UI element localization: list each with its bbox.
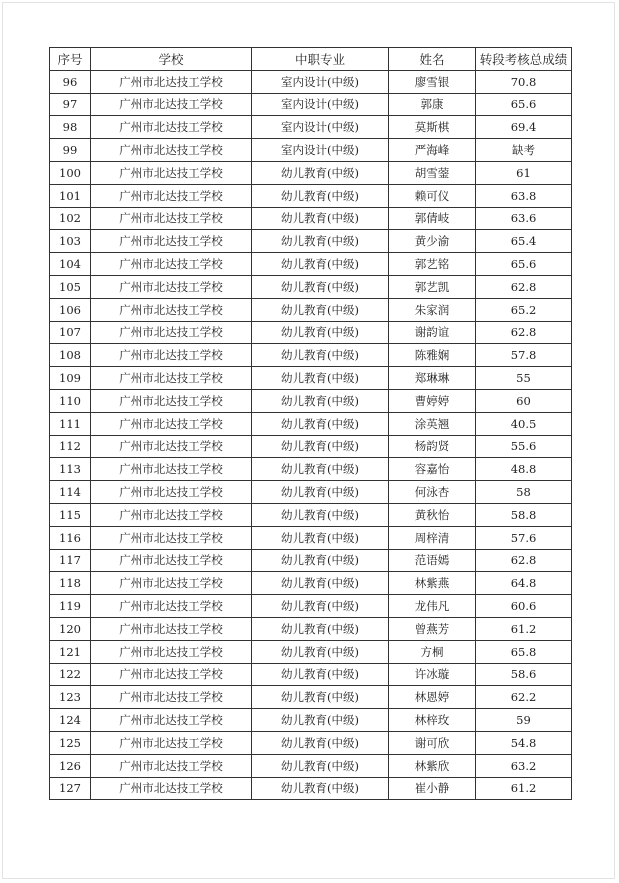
cell-name: 郭艺凯 (389, 275, 476, 298)
cell-total-score: 61 (476, 161, 572, 184)
cell-name: 郑琳琳 (389, 367, 476, 390)
cell-serial-no: 111 (50, 412, 91, 435)
table-row (50, 686, 572, 709)
cell-school: 广州市北达技工学校 (91, 731, 252, 754)
cell-total-score: 58.8 (476, 503, 572, 526)
cell-school: 广州市北达技工学校 (91, 275, 252, 298)
cell-serial-no: 127 (50, 777, 91, 800)
cell-serial-no: 114 (50, 481, 91, 504)
cell-total-score: 55 (476, 367, 572, 390)
table-row (50, 503, 572, 526)
cell-major: 室内设计(中级) (252, 116, 389, 139)
cell-school: 广州市北达技工学校 (91, 389, 252, 412)
header-serial-no: 序号 (50, 48, 91, 71)
table-row (50, 481, 572, 504)
cell-major: 幼儿教育(中级) (252, 709, 389, 732)
cell-name: 胡雪蓥 (389, 161, 476, 184)
cell-serial-no: 116 (50, 526, 91, 549)
cell-serial-no: 112 (50, 435, 91, 458)
table-row (50, 389, 572, 412)
table-row (50, 230, 572, 253)
cell-serial-no: 122 (50, 663, 91, 686)
cell-school: 广州市北达技工学校 (91, 777, 252, 800)
cell-major: 幼儿教育(中级) (252, 253, 389, 276)
cell-major: 幼儿教育(中级) (252, 458, 389, 481)
cell-total-score: 65.4 (476, 230, 572, 253)
cell-school: 广州市北达技工学校 (91, 503, 252, 526)
cell-major: 幼儿教育(中级) (252, 412, 389, 435)
cell-total-score: 63.8 (476, 184, 572, 207)
cell-school: 广州市北达技工学校 (91, 93, 252, 116)
cell-major: 幼儿教育(中级) (252, 731, 389, 754)
cell-school: 广州市北达技工学校 (91, 253, 252, 276)
cell-name: 陈雅娴 (389, 344, 476, 367)
cell-name: 崔小静 (389, 777, 476, 800)
cell-school: 广州市北达技工学校 (91, 116, 252, 139)
cell-school: 广州市北达技工学校 (91, 754, 252, 777)
cell-serial-no: 100 (50, 161, 91, 184)
cell-name: 谢韵谊 (389, 321, 476, 344)
cell-serial-no: 99 (50, 139, 91, 162)
cell-serial-no: 110 (50, 389, 91, 412)
table-row (50, 663, 572, 686)
cell-school: 广州市北达技工学校 (91, 207, 252, 230)
cell-name: 林恩婷 (389, 686, 476, 709)
cell-school: 广州市北达技工学校 (91, 435, 252, 458)
cell-serial-no: 126 (50, 754, 91, 777)
cell-major: 幼儿教育(中级) (252, 321, 389, 344)
cell-total-score: 40.5 (476, 412, 572, 435)
score-table (49, 47, 572, 800)
table-row (50, 458, 572, 481)
cell-total-score: 55.6 (476, 435, 572, 458)
table-header-row (50, 48, 572, 71)
cell-serial-no: 97 (50, 93, 91, 116)
cell-total-score: 48.8 (476, 458, 572, 481)
cell-total-score: 54.8 (476, 731, 572, 754)
cell-serial-no: 101 (50, 184, 91, 207)
cell-total-score: 64.8 (476, 572, 572, 595)
cell-name: 莫斯棋 (389, 116, 476, 139)
cell-major: 幼儿教育(中级) (252, 526, 389, 549)
cell-name: 廖雪银 (389, 70, 476, 93)
cell-total-score: 65.8 (476, 640, 572, 663)
cell-total-score: 60 (476, 389, 572, 412)
cell-school: 广州市北达技工学校 (91, 458, 252, 481)
header-total-score: 转段考核总成绩 (476, 48, 572, 71)
cell-name: 林紫燕 (389, 572, 476, 595)
cell-major: 幼儿教育(中级) (252, 754, 389, 777)
table-row (50, 161, 572, 184)
cell-major: 幼儿教育(中级) (252, 275, 389, 298)
cell-school: 广州市北达技工学校 (91, 481, 252, 504)
cell-serial-no: 104 (50, 253, 91, 276)
cell-serial-no: 96 (50, 70, 91, 93)
cell-serial-no: 123 (50, 686, 91, 709)
cell-major: 幼儿教育(中级) (252, 549, 389, 572)
cell-serial-no: 121 (50, 640, 91, 663)
table-row (50, 435, 572, 458)
table-row (50, 549, 572, 572)
cell-major: 幼儿教育(中级) (252, 367, 389, 390)
cell-name: 周梓清 (389, 526, 476, 549)
table-row (50, 595, 572, 618)
table-row (50, 116, 572, 139)
table-row (50, 367, 572, 390)
header-major: 中职专业 (252, 48, 389, 71)
cell-name: 容嘉怡 (389, 458, 476, 481)
cell-major: 室内设计(中级) (252, 139, 389, 162)
cell-major: 幼儿教育(中级) (252, 595, 389, 618)
cell-name: 范语嫣 (389, 549, 476, 572)
table-body (50, 70, 572, 800)
table-row (50, 139, 572, 162)
cell-major: 室内设计(中级) (252, 70, 389, 93)
cell-major: 幼儿教育(中级) (252, 640, 389, 663)
table-row (50, 709, 572, 732)
table-row (50, 253, 572, 276)
cell-total-score: 65.2 (476, 298, 572, 321)
cell-serial-no: 103 (50, 230, 91, 253)
cell-total-score: 61.2 (476, 777, 572, 800)
cell-name: 郭倩岐 (389, 207, 476, 230)
cell-school: 广州市北达技工学校 (91, 139, 252, 162)
cell-major: 幼儿教育(中级) (252, 503, 389, 526)
cell-name: 黄秋怡 (389, 503, 476, 526)
cell-major: 幼儿教育(中级) (252, 617, 389, 640)
table-row (50, 207, 572, 230)
table-row (50, 731, 572, 754)
cell-name: 林梓玫 (389, 709, 476, 732)
cell-major: 幼儿教育(中级) (252, 389, 389, 412)
cell-major: 幼儿教育(中级) (252, 161, 389, 184)
cell-school: 广州市北达技工学校 (91, 367, 252, 390)
cell-major: 幼儿教育(中级) (252, 435, 389, 458)
cell-school: 广州市北达技工学校 (91, 640, 252, 663)
cell-total-score: 57.6 (476, 526, 572, 549)
cell-school: 广州市北达技工学校 (91, 572, 252, 595)
cell-school: 广州市北达技工学校 (91, 663, 252, 686)
table-row (50, 184, 572, 207)
cell-school: 广州市北达技工学校 (91, 617, 252, 640)
cell-major: 幼儿教育(中级) (252, 777, 389, 800)
cell-total-score: 59 (476, 709, 572, 732)
cell-total-score: 58.6 (476, 663, 572, 686)
cell-name: 何泳杏 (389, 481, 476, 504)
table-row (50, 275, 572, 298)
cell-total-score: 62.8 (476, 275, 572, 298)
cell-school: 广州市北达技工学校 (91, 526, 252, 549)
cell-school: 广州市北达技工学校 (91, 344, 252, 367)
cell-school: 广州市北达技工学校 (91, 412, 252, 435)
cell-total-score: 缺考 (476, 139, 572, 162)
cell-name: 郭艺铭 (389, 253, 476, 276)
table-row (50, 321, 572, 344)
cell-total-score: 65.6 (476, 93, 572, 116)
cell-name: 杨韵贤 (389, 435, 476, 458)
cell-name: 谢可欣 (389, 731, 476, 754)
cell-name: 严海峰 (389, 139, 476, 162)
cell-total-score: 62.2 (476, 686, 572, 709)
header-name: 姓名 (389, 48, 476, 71)
cell-serial-no: 119 (50, 595, 91, 618)
cell-name: 许冰璇 (389, 663, 476, 686)
cell-school: 广州市北达技工学校 (91, 230, 252, 253)
table-row (50, 754, 572, 777)
cell-total-score: 69.4 (476, 116, 572, 139)
cell-serial-no: 102 (50, 207, 91, 230)
cell-total-score: 63.2 (476, 754, 572, 777)
cell-serial-no: 117 (50, 549, 91, 572)
table-row (50, 640, 572, 663)
cell-school: 广州市北达技工学校 (91, 184, 252, 207)
cell-serial-no: 113 (50, 458, 91, 481)
table-row (50, 93, 572, 116)
cell-total-score: 63.6 (476, 207, 572, 230)
cell-serial-no: 98 (50, 116, 91, 139)
cell-total-score: 65.6 (476, 253, 572, 276)
cell-total-score: 62.8 (476, 321, 572, 344)
table-row (50, 70, 572, 93)
cell-serial-no: 124 (50, 709, 91, 732)
table-row (50, 526, 572, 549)
cell-name: 曹婷婷 (389, 389, 476, 412)
cell-name: 郭康 (389, 93, 476, 116)
cell-name: 赖可仪 (389, 184, 476, 207)
cell-total-score: 61.2 (476, 617, 572, 640)
cell-name: 龙伟凡 (389, 595, 476, 618)
cell-major: 幼儿教育(中级) (252, 298, 389, 321)
cell-school: 广州市北达技工学校 (91, 161, 252, 184)
cell-major: 幼儿教育(中级) (252, 481, 389, 504)
cell-name: 曾燕芳 (389, 617, 476, 640)
cell-major: 幼儿教育(中级) (252, 572, 389, 595)
cell-major: 幼儿教育(中级) (252, 184, 389, 207)
cell-major: 幼儿教育(中级) (252, 230, 389, 253)
table-row (50, 412, 572, 435)
table-row (50, 572, 572, 595)
cell-serial-no: 106 (50, 298, 91, 321)
cell-total-score: 62.8 (476, 549, 572, 572)
cell-total-score: 60.6 (476, 595, 572, 618)
cell-total-score: 70.8 (476, 70, 572, 93)
table-row (50, 777, 572, 800)
cell-school: 广州市北达技工学校 (91, 686, 252, 709)
table-row (50, 298, 572, 321)
cell-name: 方桐 (389, 640, 476, 663)
cell-major: 幼儿教育(中级) (252, 207, 389, 230)
cell-name: 朱家润 (389, 298, 476, 321)
cell-name: 涂英翘 (389, 412, 476, 435)
cell-major: 幼儿教育(中级) (252, 686, 389, 709)
cell-major: 室内设计(中级) (252, 93, 389, 116)
cell-serial-no: 109 (50, 367, 91, 390)
cell-serial-no: 118 (50, 572, 91, 595)
cell-major: 幼儿教育(中级) (252, 344, 389, 367)
table-row (50, 344, 572, 367)
cell-total-score: 58 (476, 481, 572, 504)
table-row (50, 617, 572, 640)
cell-serial-no: 108 (50, 344, 91, 367)
cell-school: 广州市北达技工学校 (91, 595, 252, 618)
cell-school: 广州市北达技工学校 (91, 549, 252, 572)
cell-total-score: 57.8 (476, 344, 572, 367)
cell-serial-no: 105 (50, 275, 91, 298)
cell-school: 广州市北达技工学校 (91, 70, 252, 93)
cell-major: 幼儿教育(中级) (252, 663, 389, 686)
cell-serial-no: 120 (50, 617, 91, 640)
cell-serial-no: 115 (50, 503, 91, 526)
cell-serial-no: 125 (50, 731, 91, 754)
cell-name: 黄少渝 (389, 230, 476, 253)
cell-school: 广州市北达技工学校 (91, 298, 252, 321)
cell-serial-no: 107 (50, 321, 91, 344)
cell-school: 广州市北达技工学校 (91, 321, 252, 344)
cell-name: 林紫欣 (389, 754, 476, 777)
cell-school: 广州市北达技工学校 (91, 709, 252, 732)
header-school: 学校 (91, 48, 252, 71)
